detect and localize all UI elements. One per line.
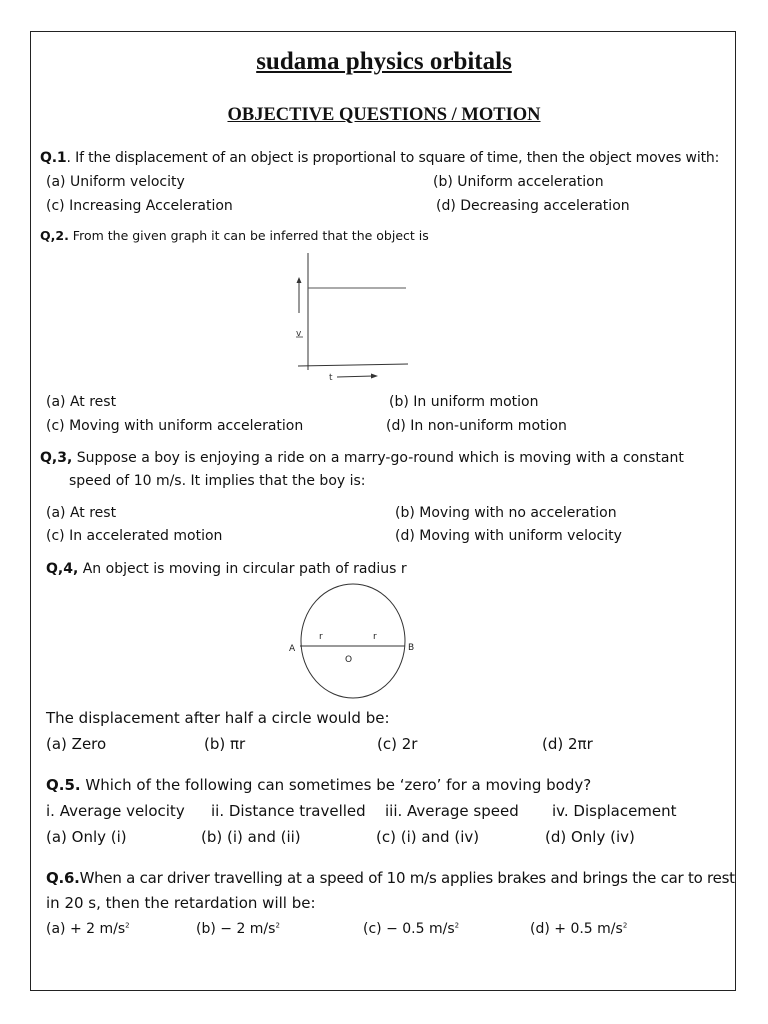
q2-option-b: (b) In uniform motion — [389, 394, 539, 410]
q1-option-b: (b) Uniform acceleration — [433, 174, 604, 190]
q4-option-b: (b) πr — [204, 735, 246, 753]
question-number: Q,3, — [40, 450, 73, 466]
q3-option-b: (b) Moving with no acceleration — [395, 505, 617, 521]
question-2 — [40, 228, 429, 243]
label-r-left: r — [319, 632, 323, 642]
page-title: sudama physics orbitals — [256, 48, 512, 75]
q5-item-i: i. Average velocity — [46, 802, 185, 820]
question-3 — [40, 450, 684, 466]
question-text: When a car driver travelling at a speed of 10 m/s applies brakes and brings the car to rest — [79, 869, 735, 887]
question-text: . If the displacement of an object is proportional to square of time, then the object moves with: — [66, 150, 720, 166]
x-arrow — [337, 376, 373, 377]
circle-diagram — [282, 580, 422, 705]
question-number: Q,4, — [46, 561, 79, 577]
q5-option-b: (b) (i) and (ii) — [201, 828, 301, 846]
q5-item-iii: iii. Average speed — [385, 802, 519, 820]
q1-option-a: (a) Uniform velocity — [46, 174, 185, 190]
q2-option-d: (d) In non-uniform motion — [386, 418, 567, 434]
question-4 — [46, 561, 407, 577]
question-4-prompt: The displacement after half a circle would be: — [46, 709, 390, 727]
q5-option-a: (a) Only (i) — [46, 828, 127, 846]
q1-option-d: (d) Decreasing acceleration — [436, 198, 630, 214]
q6-option-b: (b) − 2 $m/s^2$ — [196, 921, 280, 937]
q2-option-c: (c) Moving with uniform acceleration — [46, 418, 304, 434]
q3-option-a: (a) At rest — [46, 505, 117, 521]
question-1 — [40, 150, 719, 166]
question-number: Q.5. — [46, 776, 81, 794]
x-arrow-head — [371, 374, 378, 379]
q3-option-c: (c) In accelerated motion — [46, 528, 223, 544]
q6-option-c: (c) − 0.5 $m/s^2$ — [363, 921, 460, 937]
circular-path — [301, 584, 405, 698]
q3-option-d: (d) Moving with uniform velocity — [395, 528, 622, 544]
label-r-right: r — [373, 632, 377, 642]
y-axis-label: v — [296, 329, 302, 339]
question-text: From the given graph it can be inferred that the object is — [68, 228, 429, 243]
section-heading: OBJECTIVE QUESTIONS / MOTION — [227, 105, 541, 125]
question-number: Q.6. — [46, 869, 80, 887]
q5-item-ii: ii. Distance travelled — [211, 802, 366, 820]
question-6-line-2: in 20 s, then the retardation will be: — [46, 894, 316, 912]
question-text: An object is moving in circular path of radius r — [78, 561, 407, 577]
label-b: B — [408, 643, 415, 653]
question-text: Which of the following can sometimes be ‘zero’ for a moving body? — [80, 776, 592, 794]
x-axis-label: t — [329, 373, 333, 383]
q4-option-a: (a) Zero — [46, 735, 107, 753]
q5-option-d: (d) Only (iv) — [545, 828, 635, 846]
x-axis — [298, 364, 408, 366]
q5-option-c: (c) (i) and (iv) — [376, 828, 480, 846]
question-6 — [46, 869, 735, 887]
question-text: Suppose a boy is enjoying a ride on a marry-go-round which is moving with a constant — [72, 450, 684, 466]
q6-option-a: (a) + 2 $m/s^2$ — [46, 921, 130, 937]
question-3-line-2: speed of 10 m/s. It implies that the boy is: — [69, 473, 366, 489]
label-o: O — [345, 655, 353, 665]
q4-option-c: (c) 2r — [377, 735, 418, 753]
question-number: Q.1 — [40, 150, 67, 166]
q2-option-a: (a) At rest — [46, 394, 117, 410]
label-a: A — [289, 644, 296, 654]
question-number: Q,2. — [40, 228, 69, 243]
velocity-time-graph — [285, 250, 415, 385]
q1-option-c: (c) Increasing Acceleration — [46, 198, 233, 214]
q4-option-d: (d) 2πr — [542, 735, 593, 753]
q6-option-d: (d) + 0.5 $m/s^2$ — [530, 921, 628, 937]
y-arrow-head — [297, 277, 302, 283]
q5-item-iv: iv. Displacement — [552, 802, 677, 820]
question-5 — [46, 776, 591, 794]
